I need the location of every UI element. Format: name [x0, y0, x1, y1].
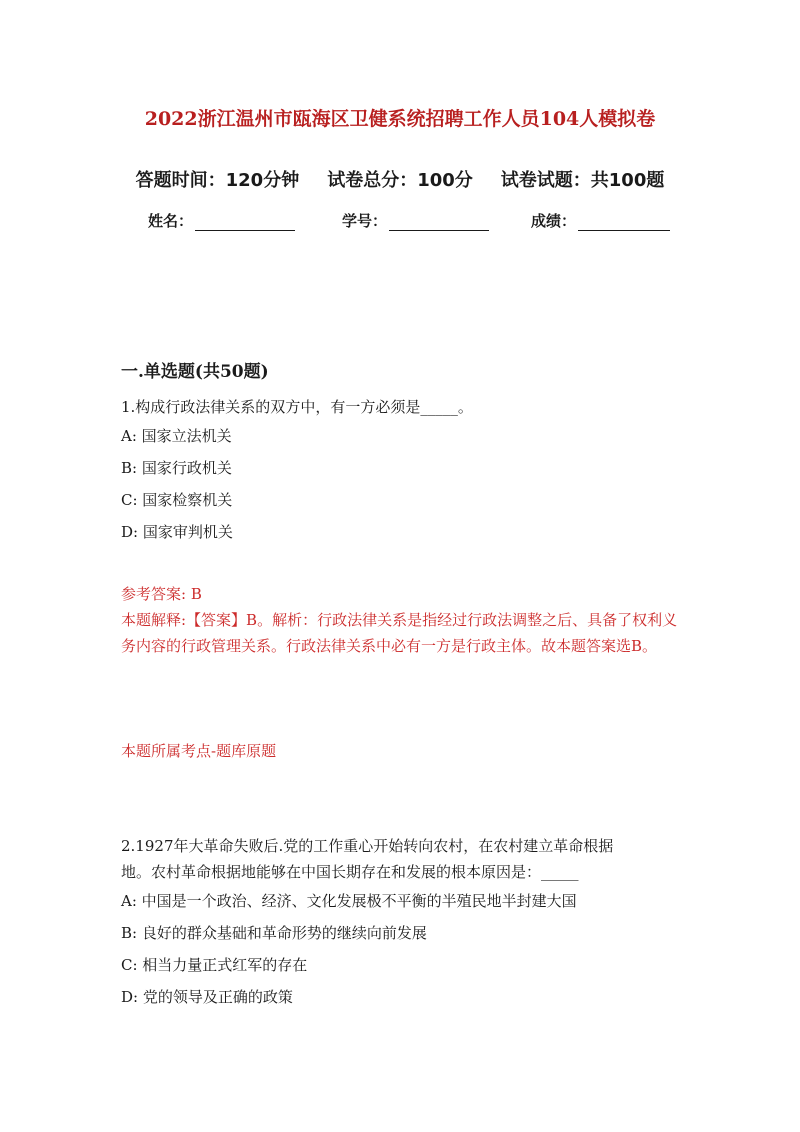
exam-meta-row	[0, 166, 800, 192]
option-a[interactable]: A: 中国是一个政治、经济、文化发展极不平衡的半殖民地半封建大国	[121, 892, 577, 910]
answer-explanation: 本题解释:【答案】B。解析：行政法律关系是指经过行政法调整之后、具备了权利义务内容的行政管理关系。行政法律关系中必有一方是行政主体。故本题答案选B。	[121, 611, 678, 655]
question-stem-line2: 地。农村革命根据地能够在中国长期存在和发展的根本原因是：_____	[121, 863, 579, 881]
grade-field	[531, 210, 670, 231]
question-stem: 1.构成行政法律关系的双方中，有一方必须是_____。	[121, 398, 473, 416]
knowledge-point: 本题所属考点-题库原题	[121, 742, 277, 760]
grade-label: 成绩：	[531, 212, 577, 230]
student-id-field	[342, 210, 489, 231]
student-id-blank[interactable]	[389, 213, 489, 231]
option-a[interactable]: A: 国家立法机关	[121, 427, 232, 445]
option-c[interactable]: C: 国家检察机关	[121, 491, 233, 509]
question-1	[121, 394, 681, 548]
name-label: 姓名：	[148, 212, 194, 230]
reference-answer: 参考答案: B	[121, 585, 202, 603]
name-blank[interactable]	[195, 213, 295, 231]
option-d[interactable]: D: 国家审判机关	[121, 523, 233, 541]
grade-blank[interactable]	[578, 213, 670, 231]
option-b[interactable]: B: 国家行政机关	[121, 459, 232, 477]
exam-question-count: 试卷试题：共100题	[500, 170, 665, 191]
exam-title: 2022浙江温州市瓯海区卫健系统招聘工作人员104人模拟卷	[144, 108, 656, 130]
question-2	[121, 833, 681, 1013]
question-stem-line1: 2.1927年大革命失败后.党的工作重心开始转向农村，在农村建立革命根据	[121, 837, 614, 855]
name-field	[148, 210, 295, 231]
student-id-label: 学号：	[342, 212, 388, 230]
option-c[interactable]: C: 相当力量正式红军的存在	[121, 956, 308, 974]
option-b[interactable]: B: 良好的群众基础和革命形势的继续向前发展	[121, 924, 427, 942]
option-d[interactable]: D: 党的领导及正确的政策	[121, 988, 293, 1006]
answer-block-1	[121, 581, 681, 659]
exam-total-score: 试卷总分：100分	[327, 170, 473, 191]
exam-time: 答题时间：120分钟	[135, 170, 300, 191]
section-title: 一.单选题(共50题)	[121, 362, 269, 382]
